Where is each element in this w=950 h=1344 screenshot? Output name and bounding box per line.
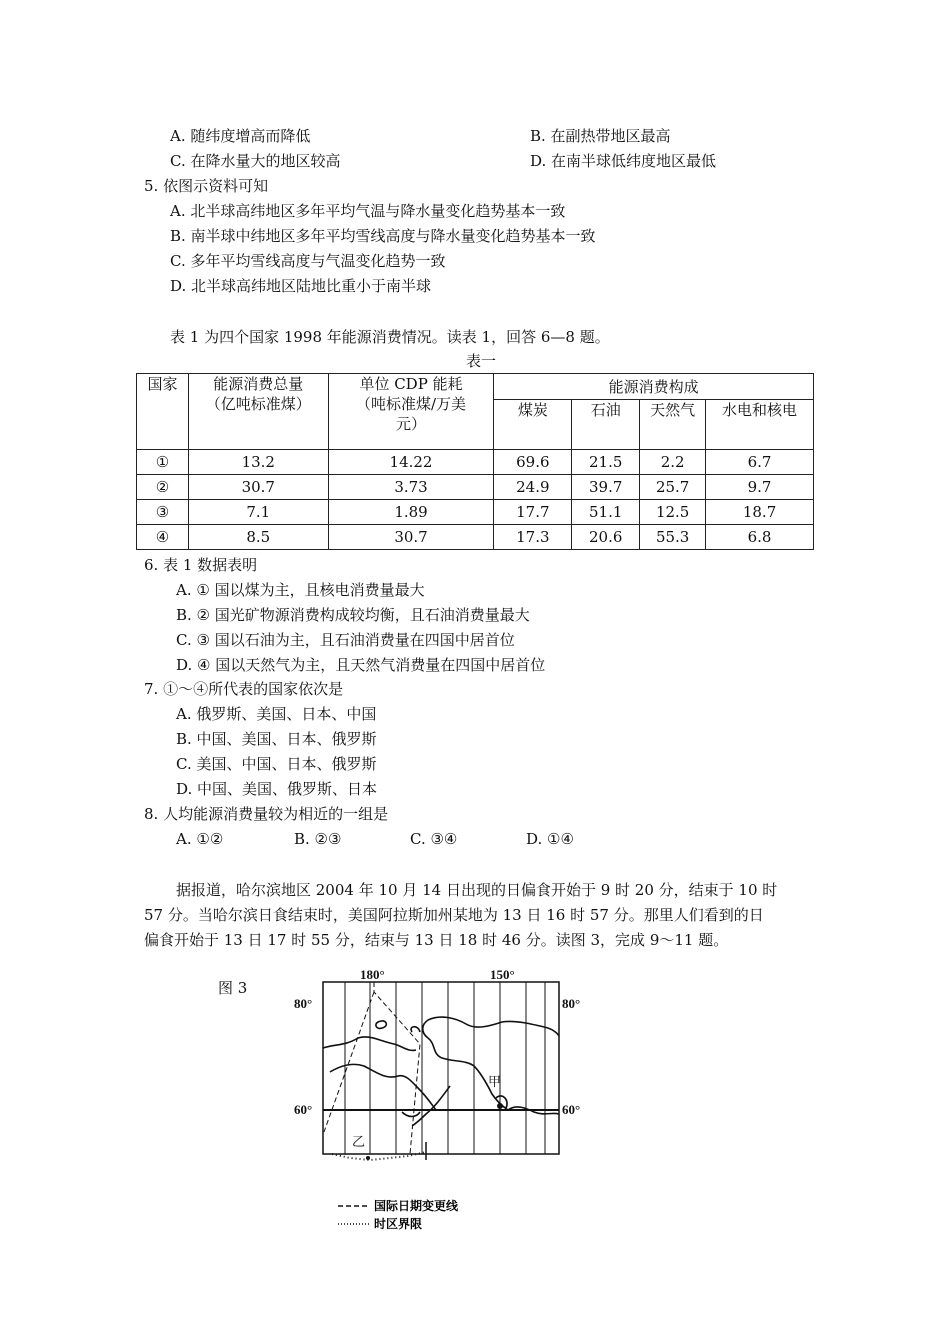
cell-total: 13.2: [188, 450, 328, 475]
label-60-left: 60°: [294, 1102, 313, 1117]
cell-country: ②: [137, 475, 189, 500]
table-row: [137, 500, 814, 525]
header-country: 国家: [137, 374, 189, 450]
cell-oil: 20.6: [572, 525, 640, 550]
cell-hydro: 6.8: [706, 525, 814, 550]
q5-option-a: A. 北半球高纬地区多年平均气温与降水量变化趋势基本一致: [170, 202, 566, 220]
header-total: [188, 374, 328, 450]
q4-option-c: C. 在降水量大的地区较高: [170, 152, 341, 170]
header-gas: 天然气: [640, 400, 706, 450]
header-total-line2: （亿吨标准煤）: [205, 395, 311, 413]
table-row: [137, 525, 814, 550]
cell-gas: 25.7: [640, 475, 706, 500]
cell-oil: 39.7: [572, 475, 640, 500]
q7-stem: 7. ①～④所代表的国家依次是: [144, 680, 344, 698]
passage-line-3: 偏食开始于 13 日 17 时 55 分，结束与 13 日 18 时 46 分。读图 3，完成 9～11 题。: [144, 931, 729, 949]
cell-country: ④: [137, 525, 189, 550]
q6-option-b: B. ② 国光矿物源消费构成较均衡，且石油消费量最大: [176, 606, 530, 624]
cell-coal: 69.6: [494, 450, 572, 475]
meridians: [345, 982, 545, 1154]
cell-gas: 2.2: [640, 450, 706, 475]
label-60-right: 60°: [562, 1102, 581, 1117]
q6-option-a: A. ① 国以煤为主，且核电消费量最大: [176, 581, 425, 599]
cell-total: 30.7: [188, 475, 328, 500]
legend-dateline: 国际日期变更线: [374, 1199, 459, 1213]
legend-timezone: 时区界限: [374, 1217, 423, 1231]
q4-option-a: A. 随纬度增高而降低: [170, 127, 311, 145]
cell-coal: 17.3: [494, 525, 572, 550]
q5-option-b: B. 南半球中纬地区多年平均雪线高度与降水量变化趋势基本一致: [170, 227, 596, 245]
figure-label: 图 3: [218, 979, 248, 997]
cell-coal: 17.7: [494, 500, 572, 525]
q8-option-a: A. ①②: [176, 830, 224, 848]
energy-table: [136, 373, 814, 550]
cell-gdp: 30.7: [328, 525, 494, 550]
cell-oil: 21.5: [572, 450, 640, 475]
header-gdp-line3: 元）: [396, 415, 427, 433]
label-80-right: 80°: [562, 996, 581, 1011]
header-gdp-line2: （吨标准煤/万美: [355, 395, 467, 413]
passage-line-1: 据报道，哈尔滨地区 2004 年 10 月 14 日出现的日偏食开始于 9 时 20 分，结束于 10 时: [176, 881, 778, 899]
timezone-boundary: [332, 1152, 426, 1160]
q8-option-b: B. ②③: [294, 830, 342, 848]
label-180: 180°: [360, 967, 385, 982]
q8-stem: 8. 人均能源消费量较为相近的一组是: [144, 805, 389, 823]
cell-oil: 51.1: [572, 500, 640, 525]
header-coal: 煤炭: [494, 400, 572, 450]
figure-map: [290, 962, 600, 1242]
q5-stem: 5. 依图示资料可知: [144, 177, 269, 195]
passage-line-2: 57 分。当哈尔滨日食结束时，美国阿拉斯加州某地为 13 日 16 时 57 分。那里人们看到的日: [144, 906, 764, 924]
cell-gas: 12.5: [640, 500, 706, 525]
header-total-line1: 能源消费总量: [213, 375, 304, 393]
label-jia: 甲: [488, 1075, 502, 1090]
q7-option-c: C. 美国、中国、日本、俄罗斯: [176, 755, 377, 773]
q7-option-a: A. 俄罗斯、美国、日本、中国: [176, 705, 377, 723]
q7-option-d: D. 中国、美国、俄罗斯、日本: [176, 780, 378, 798]
q4-option-b: B. 在副热带地区最高: [530, 127, 671, 145]
header-gdp-line1: 单位 CDP 能耗: [359, 375, 463, 393]
header-hydro: 水电和核电: [706, 400, 814, 450]
header-oil: 石油: [572, 400, 640, 450]
table-row: [137, 450, 814, 475]
q4-option-d: D. 在南半球低纬度地区最低: [530, 152, 717, 170]
table-caption: 表一: [466, 352, 497, 370]
cell-gdp: 3.73: [328, 475, 494, 500]
cell-gdp: 1.89: [328, 500, 494, 525]
q8-option-c: C. ③④: [410, 830, 458, 848]
map-frame: [323, 982, 559, 1154]
cell-hydro: 6.7: [706, 450, 814, 475]
cell-country: ①: [137, 450, 189, 475]
cell-total: 8.5: [188, 525, 328, 550]
point-jia: [497, 1103, 503, 1109]
table-row: [137, 475, 814, 500]
q7-option-b: B. 中国、美国、日本、俄罗斯: [176, 730, 377, 748]
cell-total: 7.1: [188, 500, 328, 525]
label-yi: 乙: [352, 1135, 366, 1150]
cell-hydro: 9.7: [706, 475, 814, 500]
header-gdp: [328, 374, 494, 450]
q6-option-d: D. ④ 国以天然气为主，且天然气消费量在四国中居首位: [176, 656, 546, 674]
q5-option-d: D. 北半球高纬地区陆地比重小于南半球: [170, 277, 432, 295]
date-line: [374, 982, 420, 1154]
header-structure: 能源消费构成: [494, 374, 814, 400]
label-80-left: 80°: [294, 996, 313, 1011]
q6-option-c: C. ③ 国以石油为主，且石油消费量在四国中居首位: [176, 631, 515, 649]
q5-option-c: C. 多年平均雪线高度与气温变化趋势一致: [170, 252, 446, 270]
cell-country: ③: [137, 500, 189, 525]
label-150: 150°: [490, 967, 515, 982]
cell-gas: 55.3: [640, 525, 706, 550]
q8-option-d: D. ①④: [526, 830, 574, 848]
cell-coal: 24.9: [494, 475, 572, 500]
table-intro: 表 1 为四个国家 1998 年能源消费情况。读表 1，回答 6—8 题。: [170, 328, 610, 346]
point-yi: [366, 1156, 370, 1160]
cell-hydro: 18.7: [706, 500, 814, 525]
cell-gdp: 14.22: [328, 450, 494, 475]
q6-stem: 6. 表 1 数据表明: [144, 556, 258, 574]
